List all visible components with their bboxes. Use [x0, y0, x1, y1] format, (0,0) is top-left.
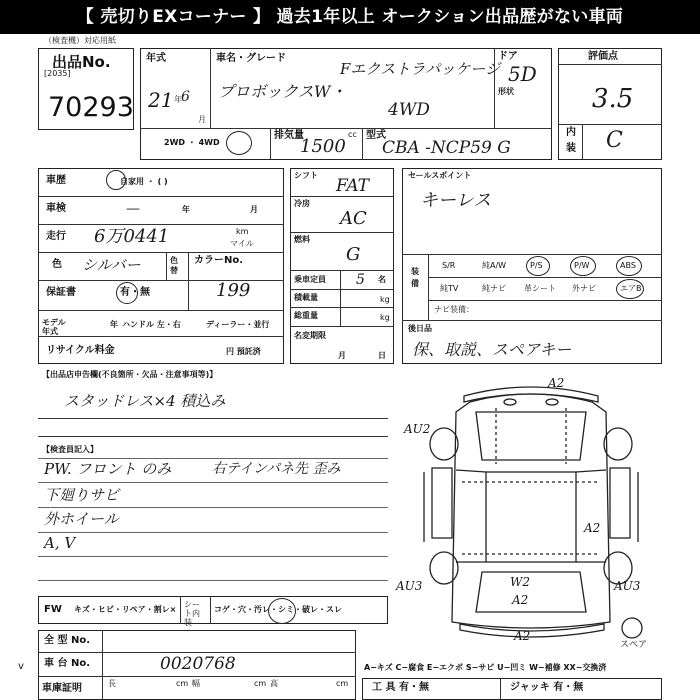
gross-label: 総重量 — [294, 311, 318, 320]
color-value: シルバー — [82, 256, 141, 274]
mileage-label: 走行 — [46, 231, 66, 242]
equip-leather: 革シート — [524, 284, 556, 293]
year-label: 年式 — [146, 53, 166, 64]
capacity-unit: 名 — [378, 275, 386, 284]
color-label: 色 — [52, 259, 62, 270]
cert-label: 車庫証明 — [42, 683, 82, 694]
chassis-label: 車 台 No. — [44, 658, 91, 669]
score-value: 3.5 — [592, 84, 634, 114]
stamp: [2035] — [44, 69, 71, 78]
handle-label: ハンドル 左・右 — [122, 320, 181, 329]
inspector-line-1: PW. フロント のみ — [44, 460, 172, 478]
ac-value: AC — [340, 208, 367, 229]
dim-l-cm: cm — [176, 679, 189, 688]
spare-label: スペア — [620, 640, 648, 650]
accessories-value: 保、取説、スペアキー — [412, 340, 572, 359]
fuel-label: 燃料 — [294, 235, 310, 244]
inspector-line-3: 外ホイール — [44, 510, 119, 528]
inspector-header: 【検査員記入】 — [42, 445, 98, 454]
equip-aw: 純A/W — [482, 261, 507, 270]
interior-value: C — [606, 128, 623, 153]
pw-circle — [570, 256, 596, 276]
color-no-label: カラーNo. — [194, 255, 244, 266]
ac-label: 冷房 — [294, 199, 310, 208]
type-value: CBA -NCP59 G — [382, 138, 511, 158]
banner: 【 売切りEXコーナー 】 過去1年以上 オークション出品歴がない車両 — [0, 0, 700, 34]
dim-h-cm: cm — [336, 679, 349, 688]
notes-value: スタッドレス×4 積込み — [64, 392, 226, 410]
score-label: 評価点 — [588, 51, 618, 62]
jack-label: ジャッキ 有・無 — [510, 682, 584, 693]
name-change-unit: 月 — [338, 351, 346, 360]
drive-circle — [226, 131, 252, 155]
shape-label: 形状 — [498, 87, 514, 96]
dmg-bottom: A2 — [514, 629, 531, 643]
equip-ps: P/S — [530, 261, 543, 270]
seat-options: コゲ・穴・汚レ・シミ・破レ・スレ — [214, 605, 342, 614]
dim-w: 幅 — [192, 679, 200, 688]
month-value: 6 — [181, 89, 190, 105]
stain-circle — [268, 598, 296, 624]
dmg-right-rear: AU3 — [614, 579, 641, 593]
abs-circle — [616, 256, 642, 276]
lot-number: 70293 — [48, 92, 134, 123]
dim-w-cm: cm — [254, 679, 267, 688]
drive-value: 4WD — [388, 100, 430, 120]
interior-label-1: 内 — [566, 127, 576, 138]
name-change-day: 日 — [378, 351, 386, 360]
history-options: 自家用 ・ ( ) — [120, 177, 168, 186]
equip-navi: 純ナビ — [482, 284, 506, 293]
dmg-front: A2 — [548, 376, 565, 390]
recycle-unit: 円 預託済 — [226, 347, 261, 356]
dealer-label: ディーラー・並行 — [206, 320, 270, 329]
door-value: 5D — [508, 62, 537, 86]
info-box — [38, 168, 284, 364]
fw-label: FW — [44, 604, 62, 615]
shift-value: FAT — [336, 176, 370, 196]
grade-value: Fエクストラパッケージ — [340, 60, 500, 78]
dmg-left-rear: AU3 — [396, 579, 423, 593]
displacement-label: 排気量 — [274, 130, 304, 141]
sales-point-value: キーレス — [420, 190, 492, 211]
navi-label: ナビ装備： — [434, 305, 474, 314]
load-unit: kg — [380, 295, 390, 304]
equip-abs: ABS — [620, 261, 636, 270]
notes-header: 【出品店申告欄(不良箇所・欠品・注意事項等)】 — [42, 370, 218, 379]
model-year-label: モデル年式 — [42, 318, 66, 336]
displacement-value: 1500 — [300, 136, 346, 157]
car-diagram — [400, 372, 662, 662]
dmg-right-mid: A2 — [584, 521, 601, 535]
inspection-year: 年 — [182, 205, 190, 214]
name-change-label: 名変期限 — [294, 331, 326, 340]
model-name-value: プロボックスW・ — [218, 82, 347, 101]
door-label: ドア — [498, 51, 518, 62]
capacity-value: 5 — [356, 272, 365, 288]
warranty-options: 有・無 — [120, 287, 150, 298]
sales-point-label: セールスポイント — [408, 171, 472, 180]
shift-label: シフト — [294, 171, 318, 180]
ps-circle — [526, 256, 550, 276]
equip-airbag: エアB — [620, 284, 642, 293]
fuel-value: G — [346, 244, 361, 265]
dim-l: 長 — [108, 679, 116, 688]
top-note: （検査機）対応用紙 — [44, 36, 116, 45]
inspector-line-right: 右テインパネ先 歪み — [212, 461, 341, 477]
inspector-line-2: 下廻りサビ — [44, 486, 120, 504]
inspection-label: 車検 — [46, 203, 66, 214]
tools-label: 工 具 有・無 — [372, 682, 429, 693]
history-circle — [106, 170, 126, 190]
mileage-value: 6万0441 — [94, 226, 170, 247]
lot-label: 出品No. — [52, 53, 111, 71]
check-mark: v — [18, 661, 24, 672]
mile-unit: マイル — [230, 239, 254, 248]
dmg-rear-a: A2 — [512, 593, 529, 607]
inspection-month: 月 — [250, 205, 258, 214]
cc-unit: cc — [348, 130, 357, 139]
warranty-circle — [116, 282, 138, 304]
year-value: 21 — [148, 88, 174, 112]
type-label: 型式 — [366, 130, 386, 141]
chassis-value: 0020768 — [160, 654, 236, 674]
recycle-label: リサイクル料金 — [46, 345, 115, 356]
history-label: 車歴 — [46, 175, 66, 186]
color-no-value: 199 — [216, 280, 251, 301]
fw-options: キズ・ヒビ・リペア・割レ× — [74, 605, 177, 614]
accessories-label: 後日品 — [408, 324, 432, 333]
name-label: 車名・グレード — [216, 53, 286, 64]
equip-label: 装備 — [411, 267, 419, 288]
equip-ext-navi: 外ナビ — [572, 284, 596, 293]
month-suffix: 月 — [198, 115, 206, 124]
km-unit: km — [236, 227, 249, 236]
dim-h: 高 — [270, 679, 278, 688]
airbag-circle — [616, 279, 644, 299]
inspector-line-4: A, V — [44, 534, 76, 552]
load-label: 積載量 — [294, 293, 318, 302]
drive-options: 2WD ・ 4WD — [164, 138, 220, 147]
year-suffix: 年 — [174, 95, 182, 104]
dmg-left-front: AU2 — [404, 422, 431, 436]
equip-pw: P/W — [574, 261, 590, 270]
warranty-label: 保証書 — [46, 287, 76, 298]
legend: A−キズ C−腐食 E−エクボ S−サビ U−凹ミ W−補修 XX−交換済 — [364, 663, 607, 672]
frame-no-label: 全 型 No. — [44, 635, 91, 646]
interior-label-2: 装 — [566, 143, 576, 154]
capacity-label: 乗車定員 — [294, 275, 326, 284]
seat-label: シート内装 — [184, 600, 200, 627]
repaint-label: 色替 — [170, 256, 178, 275]
dmg-rear-center: W2 — [510, 575, 530, 589]
inspection-value: — — [126, 201, 140, 217]
model-year-year: 年 — [110, 320, 118, 329]
gross-unit: kg — [380, 313, 390, 322]
equip-tv: 純TV — [440, 284, 459, 293]
equip-sr: S/R — [442, 261, 456, 270]
